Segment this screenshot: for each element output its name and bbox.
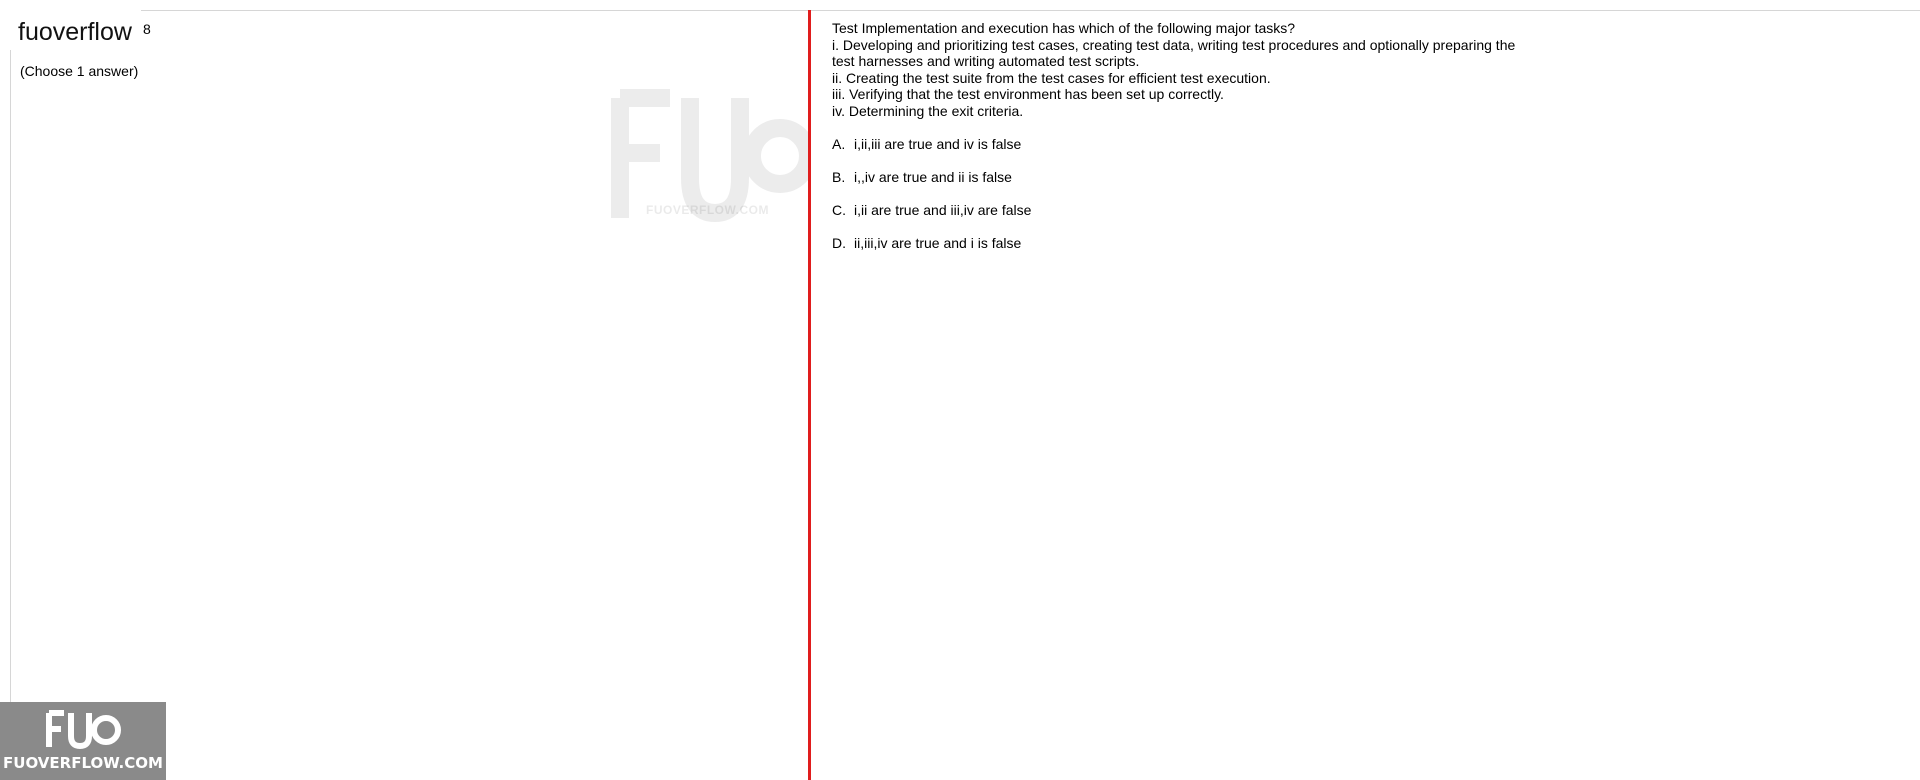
left-border <box>10 50 11 780</box>
question-text <box>832 20 1562 119</box>
question-line: iii. Verifying that the test environment has been set up correctly. <box>832 86 1224 102</box>
answer-list <box>832 136 1031 268</box>
fuo-logo-icon <box>44 710 122 750</box>
answer-text: ii,iii,iv are true and i is false <box>854 235 1022 251</box>
logo-site-text: FUOVERFLOW.COM <box>3 754 163 772</box>
question-line: iv. Determining the exit criteria. <box>832 102 1024 119</box>
answer-text: i,ii,iii are true and iv is false <box>854 136 1022 152</box>
watermark-site-text: FUOVERFLOW.COM <box>646 203 769 217</box>
question-number: 8 <box>143 21 151 37</box>
answer-letter: C. <box>832 202 846 218</box>
answer-text: i,,iv are true and ii is false <box>854 169 1012 185</box>
brand-title: fuoverflow <box>18 18 132 46</box>
question-line: ii. Creating the test suite from the test cases for efficient test execution. <box>832 69 1271 86</box>
answer-letter: D. <box>832 235 846 251</box>
question-line: i. Developing and prioritizing test cases, creating test data, writing test procedures and optionally preparing the <box>832 36 1516 53</box>
answer-option-c[interactable] <box>832 202 1031 235</box>
answer-option-b[interactable] <box>832 169 1031 202</box>
answer-letter: A. <box>832 136 846 152</box>
answer-option-d[interactable] <box>832 235 1031 268</box>
answer-option-a[interactable] <box>832 136 1031 169</box>
answer-letter: B. <box>832 169 846 185</box>
top-border <box>141 10 1920 11</box>
question-line: test harnesses and writing automated test scripts. <box>832 53 1140 69</box>
question-line: Test Implementation and execution has which of the following major tasks? <box>832 20 1296 36</box>
choose-instruction: (Choose 1 answer) <box>20 63 139 79</box>
fuo-logo-badge[interactable] <box>0 702 166 780</box>
answer-text: i,ii are true and iii,iv are false <box>854 202 1032 218</box>
column-divider <box>808 10 811 780</box>
